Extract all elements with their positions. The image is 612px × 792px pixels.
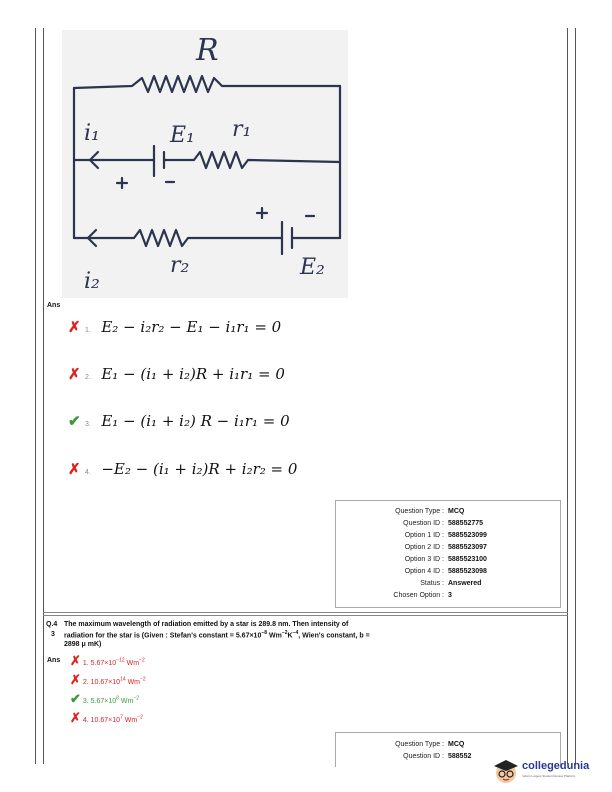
label-r2: r₂ <box>170 253 190 278</box>
q4-question-text <box>64 620 404 649</box>
left-border-inner <box>43 28 44 764</box>
q4-line-2: radiation for the star is (Given : Stefan's constant = $5.67\times 10^{-8}$ $Wm^{-2}K^{-4}$, Wien's constant, b = <box>64 630 370 640</box>
option-number: 3. <box>85 421 91 428</box>
option-number: 4. <box>85 469 91 476</box>
label-E2: E₂ <box>300 255 325 280</box>
q4-ans-label: Ans <box>47 657 61 664</box>
q3-option-2 <box>68 365 285 384</box>
q4-line-3: 2898 μ mK) <box>64 641 102 649</box>
circuit-figure <box>62 30 348 298</box>
option-text: E₁ − (i₁ + i₂) R − i₁r₁ = 0 <box>101 412 290 430</box>
right-border-inner <box>567 28 568 764</box>
cross-icon: ✗ <box>70 653 81 668</box>
option-text: −E₂ − (i₁ + i₂)R + i₂r₂ = 0 <box>101 460 298 478</box>
option-text: E₁ − (i₁ + i₂)R + i₁r₁ = 0 <box>101 365 285 383</box>
q3-option-4 <box>68 460 297 479</box>
cross-icon: ✗ <box>68 366 81 383</box>
q4-option-1: ✗ 1. $5.67\times 10^{-12}$ $Wm^{-2}$ <box>70 653 145 668</box>
left-border-outer <box>35 28 36 764</box>
option-text: E₂ − i₂r₂ − E₁ − i₁r₁ = 0 <box>101 318 282 336</box>
label-r1: r₁ <box>232 117 252 142</box>
graduate-avatar-icon <box>492 758 520 784</box>
circuit-diagram <box>62 30 348 298</box>
check-icon: ✔ <box>68 413 81 430</box>
label-R: R <box>196 33 219 68</box>
label-i1: i₁ <box>84 121 100 146</box>
q4-option-3: ✔ 3. $5.67\times 10^8$ $Wm^{-2}$ <box>70 691 140 706</box>
cross-icon: ✗ <box>68 461 81 478</box>
q4-option-2: ✗ 2. $10.67\times 10^{14}$ $Wm^{-2}$ <box>70 672 146 687</box>
brand-name: collegedunia <box>522 760 590 772</box>
q4-number: Q.4 <box>46 621 58 628</box>
cross-icon: ✗ <box>70 710 81 725</box>
q3-info-box: Question Type : MCQ Question ID : 588552775 Option 1 ID : 5885523099 Option 2 ID : 5885523097 Option 3 ID : 5885523100 Option 4 ID : 5885523098 Status : Answered Chosen Option : 3 <box>335 500 561 608</box>
question-divider <box>43 612 568 613</box>
q3-option-1 <box>68 318 281 337</box>
cross-icon: ✗ <box>70 672 81 687</box>
q4-marks: 3 <box>51 631 55 638</box>
question-divider-2 <box>43 615 568 616</box>
q3-ans-label: Ans <box>47 302 61 309</box>
q4-line-1: The maximum wavelength of radiation emitted by a star is 289.8 nm. Then intensity of <box>64 621 349 628</box>
q4-option-4: ✗ 4. $10.67\times 10^7$ $Wm^{-2}$ <box>70 710 143 725</box>
q4-info-box: Question Type : MCQ Question ID : 588552 <box>335 732 561 767</box>
label-E1: E₁ <box>170 123 195 148</box>
check-icon: ✔ <box>70 691 81 706</box>
cross-icon: ✗ <box>68 319 81 336</box>
label-i2: i₂ <box>84 269 100 294</box>
option-number: 2. <box>85 374 91 381</box>
brand-logo[interactable] <box>492 756 608 786</box>
right-border-outer <box>575 28 576 764</box>
brand-tagline: India's Largest Student Review Platform <box>522 774 576 778</box>
q3-option-3 <box>68 412 290 431</box>
option-number: 1. <box>85 327 91 334</box>
